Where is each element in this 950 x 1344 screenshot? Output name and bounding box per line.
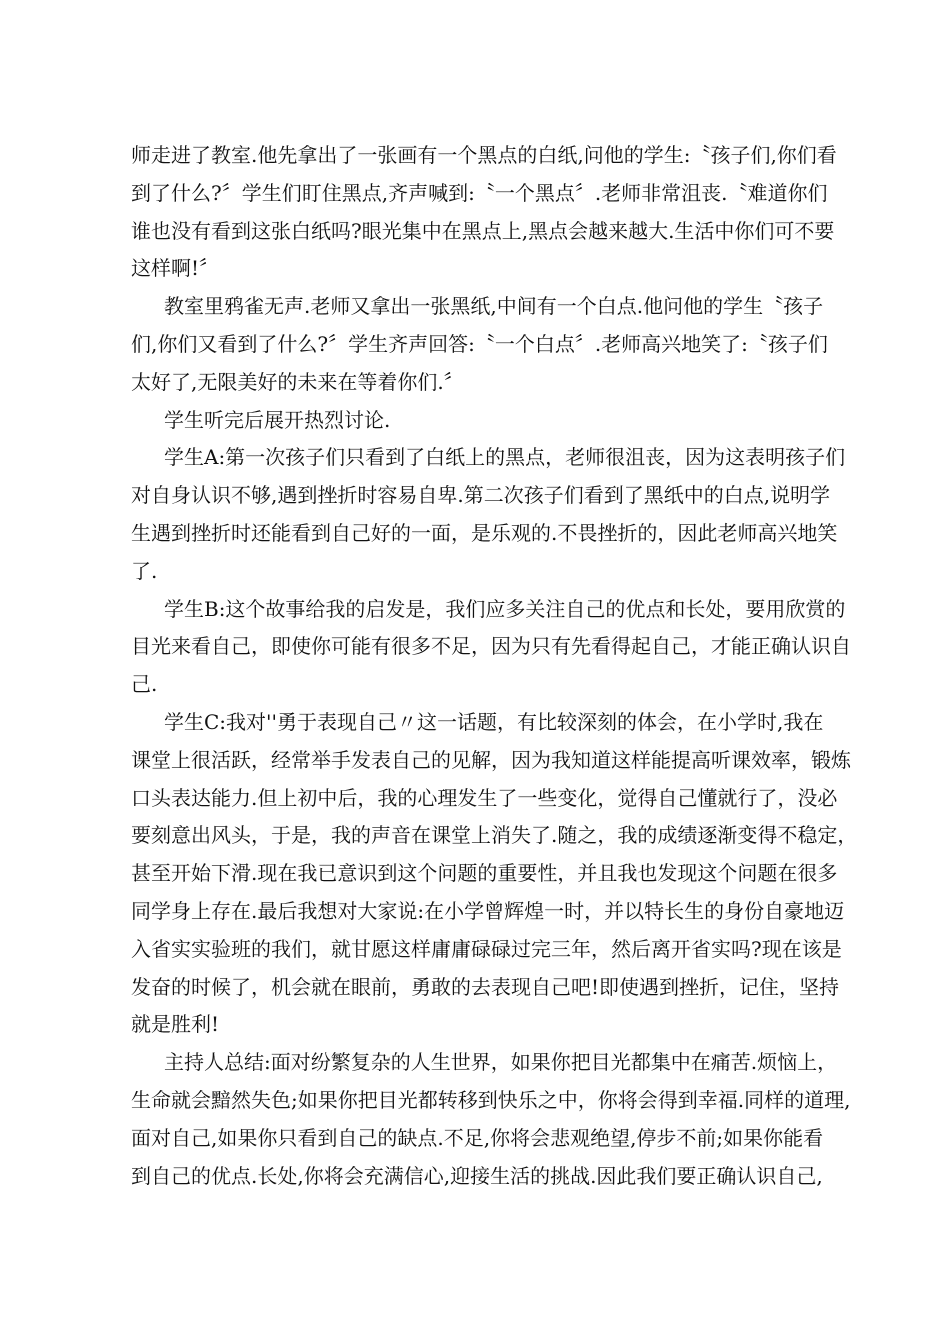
- text-line: 入省实实验班的我们，就甘愿这样庸庸碌碌过完三年，然后离开省实吗?现在该是: [131, 936, 842, 961]
- text-line: 太好了,无限美好的未来在等着你们.〞: [131, 369, 464, 394]
- text-line: 目光来看自己，即使你可能有很多不足，因为只有先看得起自己，才能正确认识自: [131, 634, 851, 659]
- text-line: 面对自己,如果你只看到自己的缺点.不足,你将会悲观绝望,停步不前;如果你能看: [131, 1125, 824, 1150]
- text-line: 就是胜利!: [131, 1012, 220, 1037]
- text-line: 学生听完后展开热烈讨论.: [164, 407, 391, 432]
- text-line: 要刻意出风头，于是，我的声音在课堂上消失了.随之，我的成绩逐渐变得不稳定，: [131, 823, 858, 848]
- text-line: 学生B:这个故事给我的启发是，我们应多关注自己的优点和长处，要用欣赏的: [164, 596, 846, 621]
- text-line: 甚至开始下滑.现在我已意识到这个问题的重要性，并且我也发现这个问题在很多: [131, 861, 838, 886]
- text-line: 们,你们又看到了什么?〞学生齐声回答:〝一个白点〞.老师高兴地笑了:〝孩子们: [131, 331, 828, 356]
- paragraph-student-b: [131, 591, 851, 704]
- text-line: 到了什么?〞学生们盯住黑点,齐声喊到:〝一个黑点〞.老师非常沮丧.〝难道你们: [131, 180, 828, 205]
- text-line: 口头表达能力.但上初中后，我的心理发生了一些变化，觉得自己懂就行了，没必: [131, 785, 838, 810]
- document-body: [131, 137, 858, 1195]
- text-line: 谁也没有看到这张白纸吗?眼光集中在黑点上,黑点会越来越大.生活中你们可不要: [131, 218, 835, 243]
- text-line: 主持人总结:面对纷繁复杂的人生世界，如果你把目光都集中在痛苦.烦恼上，: [164, 1050, 838, 1075]
- paragraph-student-a: [131, 439, 846, 590]
- text-line: 生命就会黯然失色;如果你把目光都转移到快乐之中，你将会得到幸福.同样的道理,: [131, 1087, 851, 1112]
- text-line: 同学身上存在.最后我想对大家说:在小学曾辉煌一时，并以特长生的身份自豪地迈: [131, 898, 845, 923]
- text-line: 教室里鸦雀无声.老师又拿出一张黑纸,中间有一个白点.他问他的学生〝孩子: [164, 294, 824, 319]
- text-line: 学生C:我对''勇于表现自己〃这一话题，有比较深刻的体会，在小学时,我在: [164, 709, 824, 734]
- text-line: 这样啊!〞: [131, 256, 220, 281]
- text-line: 学生A:第一次孩子们只看到了白纸上的黑点，老师很沮丧，因为这表明孩子们: [164, 445, 846, 470]
- text-line: 对自身认识不够,遇到挫折时容易自卑.第二次孩子们看到了黑纸中的白点,说明学: [131, 483, 831, 508]
- paragraph-student-c: [131, 704, 858, 1044]
- paragraph-story-continuation: [131, 137, 837, 288]
- text-line: 课堂上很活跃，经常举手发表自己的见解，因为我知道这样能提高听课效率，锻炼: [131, 747, 851, 772]
- text-line: 生遇到挫折时还能看到自己好的一面，是乐观的.不畏挫折的，因此老师高兴地笑: [131, 520, 838, 545]
- text-line: 师走进了教室.他先拿出了一张画有一个黑点的白纸,问他的学生:〝孩子们,你们看: [131, 143, 837, 167]
- paragraph-host-summary: [131, 1044, 851, 1195]
- paragraph-white-dot: [131, 288, 826, 401]
- text-line: 发奋的时候了，机会就在眼前，勇敢的去表现自己吧!即使遇到挫折，记住，坚持: [131, 974, 840, 999]
- text-line: 到自己的优点.长处,你将会充满信心,迎接生活的挑战.因此我们要正确认识自己,: [131, 1163, 823, 1188]
- text-line: 了.: [131, 558, 158, 583]
- paragraph-discussion-intro: [131, 402, 826, 440]
- text-line: 己.: [131, 672, 158, 697]
